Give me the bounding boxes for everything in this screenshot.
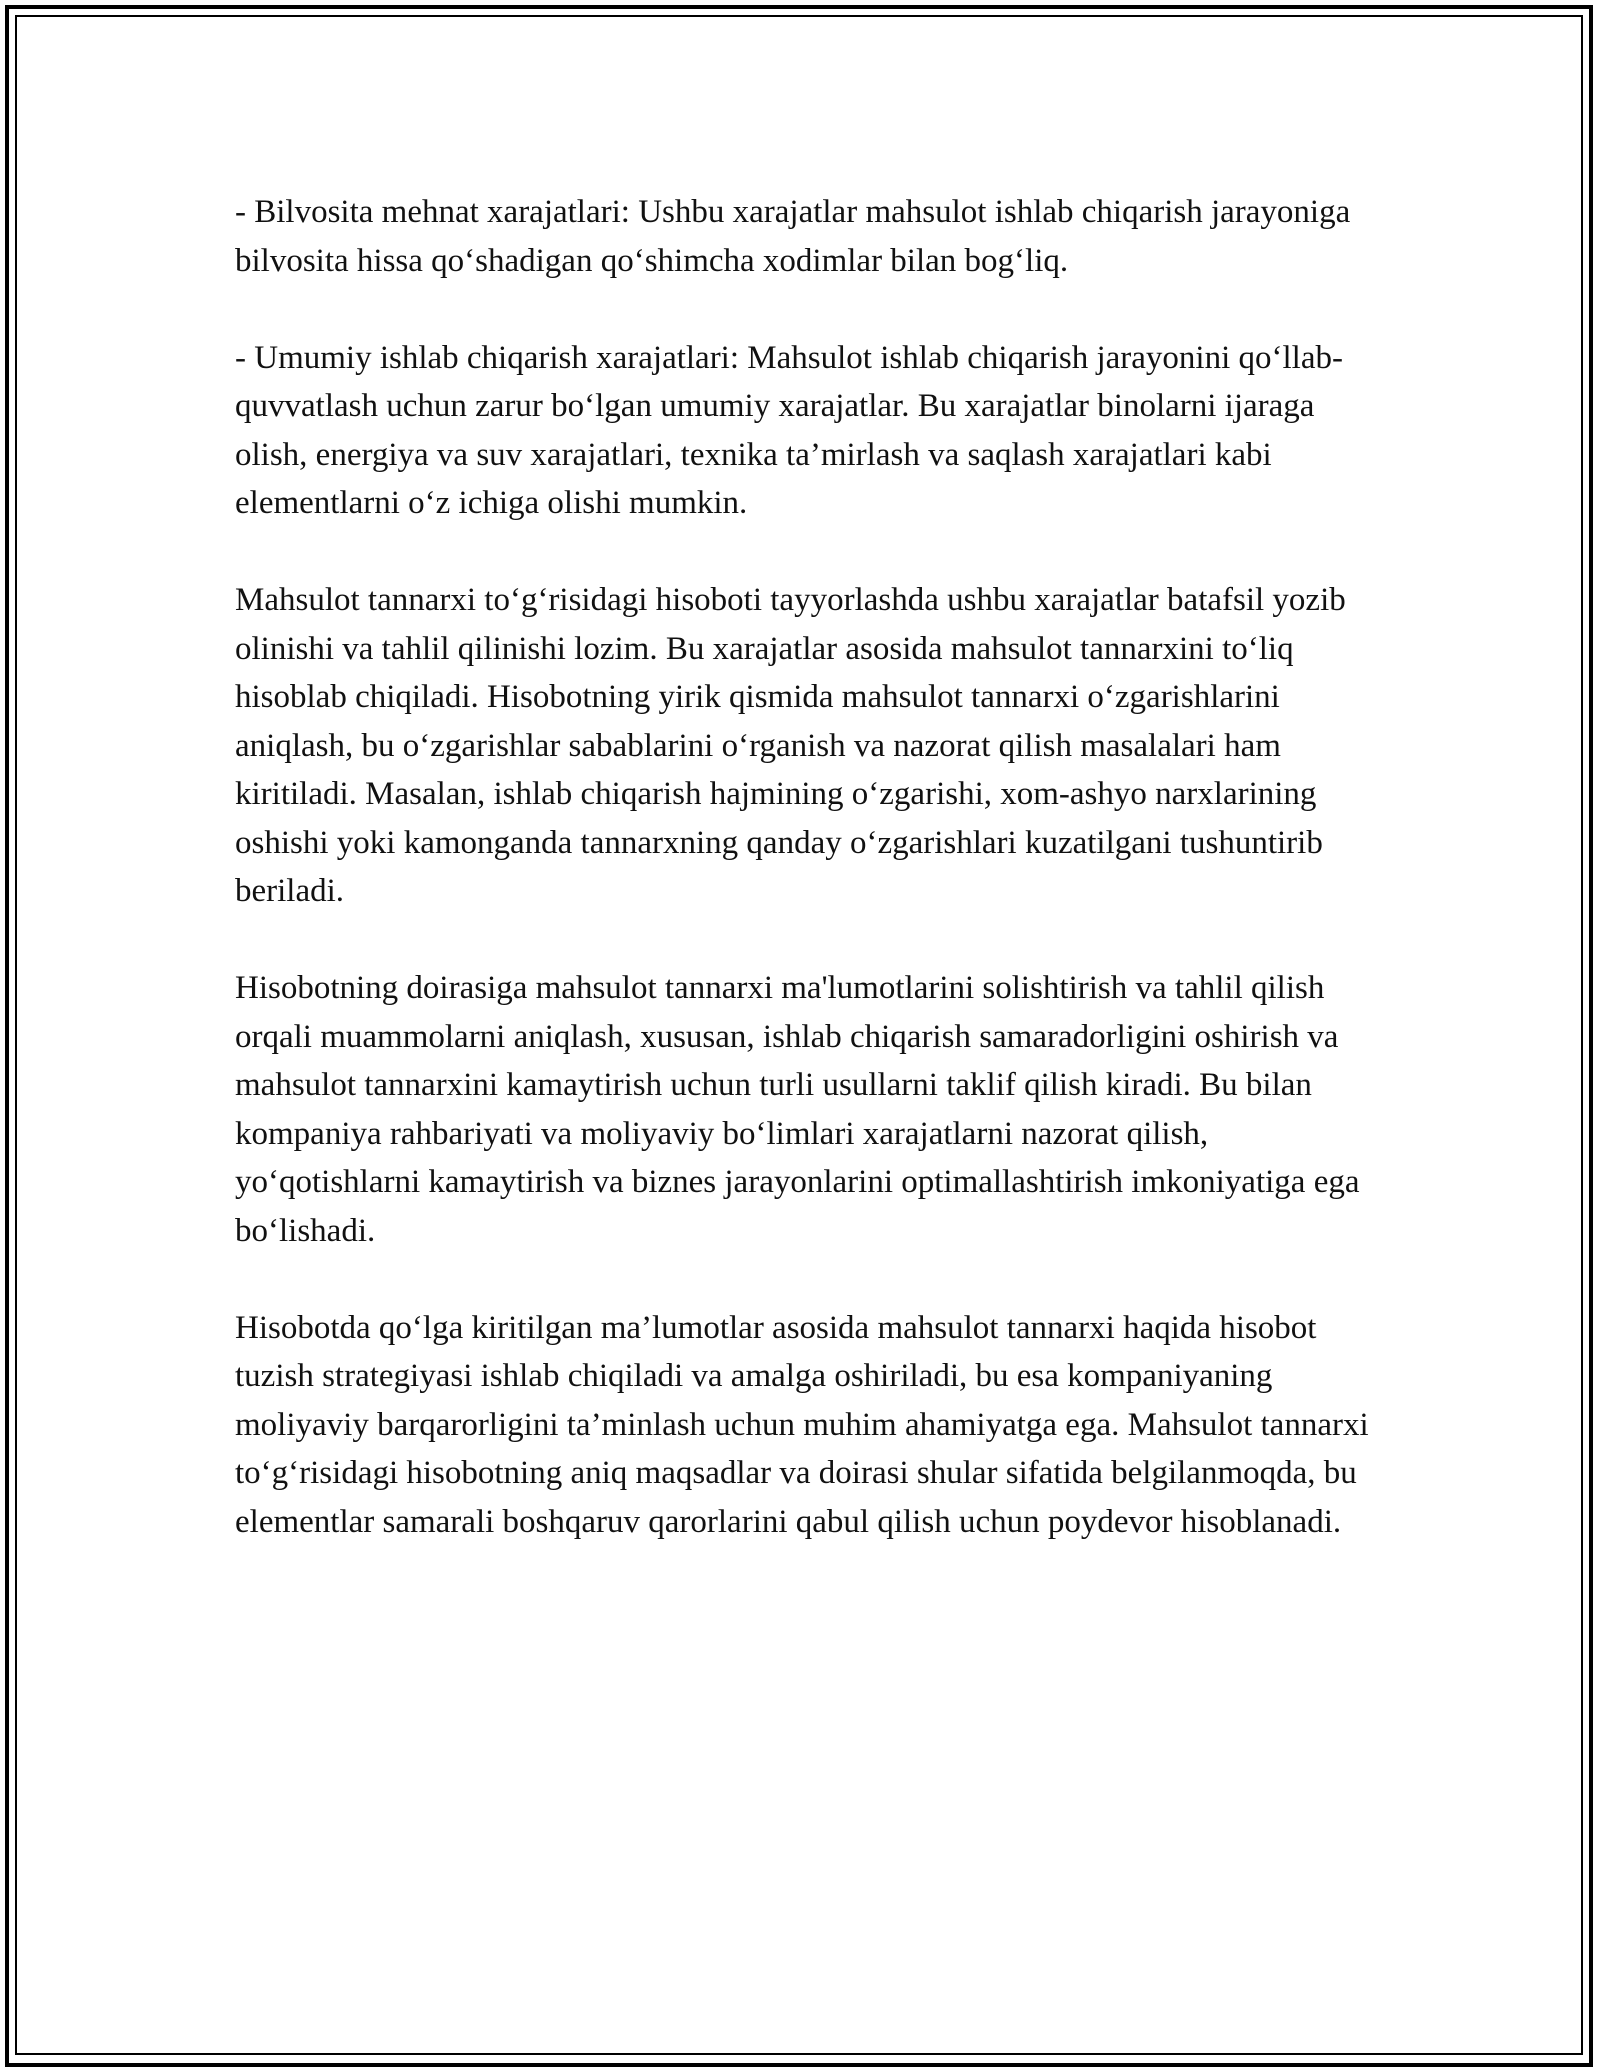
document-body bbox=[235, 188, 1375, 1595]
paragraph-indirect-labor-costs: - Bilvosita mehnat xarajatlari: Ushbu xarajatlar mahsulot ishlab chiqarish jarayoniga bilvosita hissa qo‘shadigan qo‘shimcha xodimlar bilan bog‘liq. bbox=[235, 194, 1351, 279]
paragraph-cost-report-preparation: Mahsulot tannarxi to‘g‘risidagi hisoboti tayyorlashda ushbu xarajatlar batafsil yozib olinishi va tahlil qilinishi lozim. Bu xarajatlar asosida mahsulot tannarxini to‘liq hisoblab chiqiladi. Hisobotning yirik qismida mahsulot tannarxi o‘zgarishlarini aniqlash, bu o‘zgarishlar sabablarini o‘rganish va nazorat qilish masalalari ham kiritiladi. Masalan, ishlab chiqarish hajmining o‘zgarishi, xom-ashyo narxlarining oshishi yoki kamonganda tannarxning qanday o‘zgarishlari kuzatilgani tushuntirib beriladi. bbox=[235, 582, 1346, 909]
paragraph-report-strategy: Hisobotda qo‘lga kiritilgan ma’lumotlar asosida mahsulot tannarxi haqida hisobot tuzish strategiyasi ishlab chiqiladi va amalga oshiriladi, bu esa kompaniyaning moliyaviy barqarorligini ta’minlash uchun muhim ahamiyatga ega. Mahsulot tannarxi to‘g‘risidagi hisobotning aniq maqsadlar va doirasi shular sifatida belgilanmoqda, bu elementlar samarali boshqaruv qarorlarini qabul qilish uchun poydevor hisoblanadi. bbox=[235, 1309, 1369, 1540]
paragraph-general-production-costs: - Umumiy ishlab chiqarish xarajatlari: Mahsulot ishlab chiqarish jarayonini qo‘llab-quvvatlash uchun zarur bo‘lgan umumiy xarajatlar. Bu xarajatlar binolarni ijaraga olish, energiya va suv xarajatlari, texnika ta’mirlash va saqlash xarajatlari kabi elementlarni o‘z ichiga olishi mumkin. bbox=[235, 339, 1343, 521]
paragraph-report-scope: Hisobotning doirasiga mahsulot tannarxi ma'lumotlarini solishtirish va tahlil qilish orqali muammolarni aniqlash, xususan, ishlab chiqarish samaradorligini oshirish va mahsulot tannarxini kamaytirish uchun turli usullarni taklif qilish kiradi. Bu bilan kompaniya rahbariyati va moliyaviy bo‘limlari xarajatlarni nazorat qilish, yo‘qotishlarni kamaytirish va biznes jarayonlarini optimallashtirish imkoniyatiga ega bo‘lishadi. bbox=[235, 970, 1360, 1249]
